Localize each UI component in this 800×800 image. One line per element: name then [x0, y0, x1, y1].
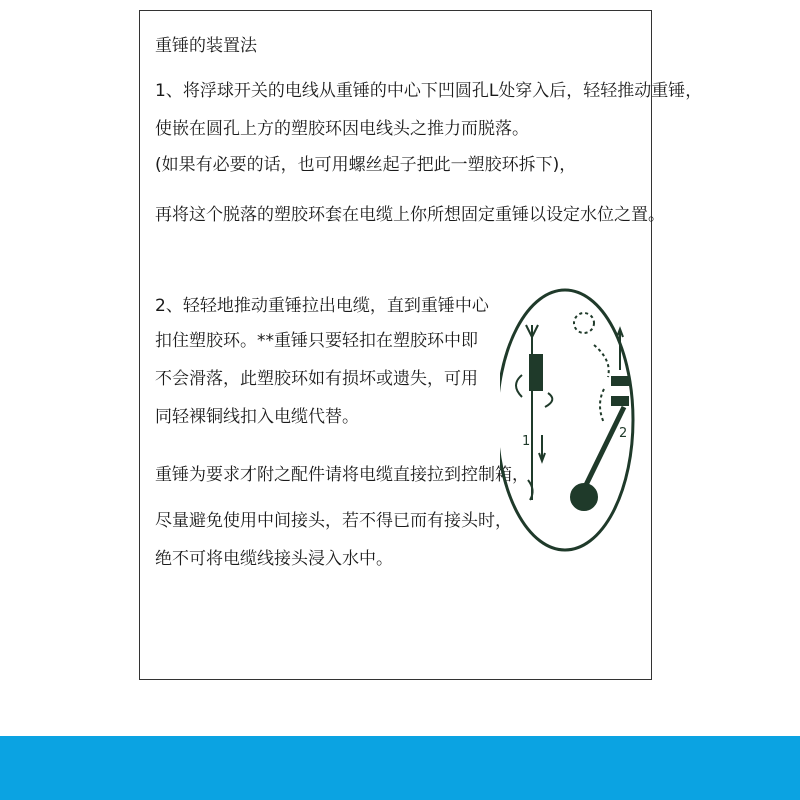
note-line-1: 重锤为要求才附之配件请将电缆直接拉到控制箱， [155, 465, 529, 485]
step-1-line-4: 再将这个脱落的塑胶环套在电缆上你所想固定重锤以设定水位之置。 [155, 205, 665, 225]
step-2-line-2: 扣住塑胶环。**重锤只要轻扣在塑胶环中即 [155, 331, 478, 351]
step-2-line-3: 不会滑落，此塑胶环如有损坏或遗失，可用 [155, 369, 478, 389]
step-1-line-2: 使嵌在圆孔上方的塑胶环因电线头之推力而脱落。 [155, 119, 529, 139]
step-1-line-1: 1、将浮球开关的电线从重锤的中心下凹圆孔L处穿入后，轻轻推动重锤， [155, 81, 703, 101]
note-line-3: 绝不可将电缆线接头浸入水中。 [155, 549, 393, 569]
step-1-label: 1 [522, 434, 531, 449]
step-2-line-4: 同轻裸铜线扣入电缆代替。 [155, 407, 359, 427]
diagram-outline [500, 290, 633, 550]
cable-step-1-icon [516, 325, 552, 500]
step-2-line-1: 2、轻轻地推动重锤拉出电缆，直到重锤中心 [155, 296, 489, 316]
bottom-color-bar [0, 736, 800, 800]
step-1-line-3: (如果有必要的话，也可用螺丝起子把此一塑胶环拆下)， [155, 155, 577, 175]
cable-step-2-icon [571, 313, 628, 510]
weight-installation-diagram [500, 285, 645, 560]
note-line-2: 尽量避免使用中间接头，若不得已而有接头时， [155, 511, 512, 531]
step-2-label: 2 [619, 426, 628, 441]
document-title: 重锤的装置法 [155, 36, 257, 56]
